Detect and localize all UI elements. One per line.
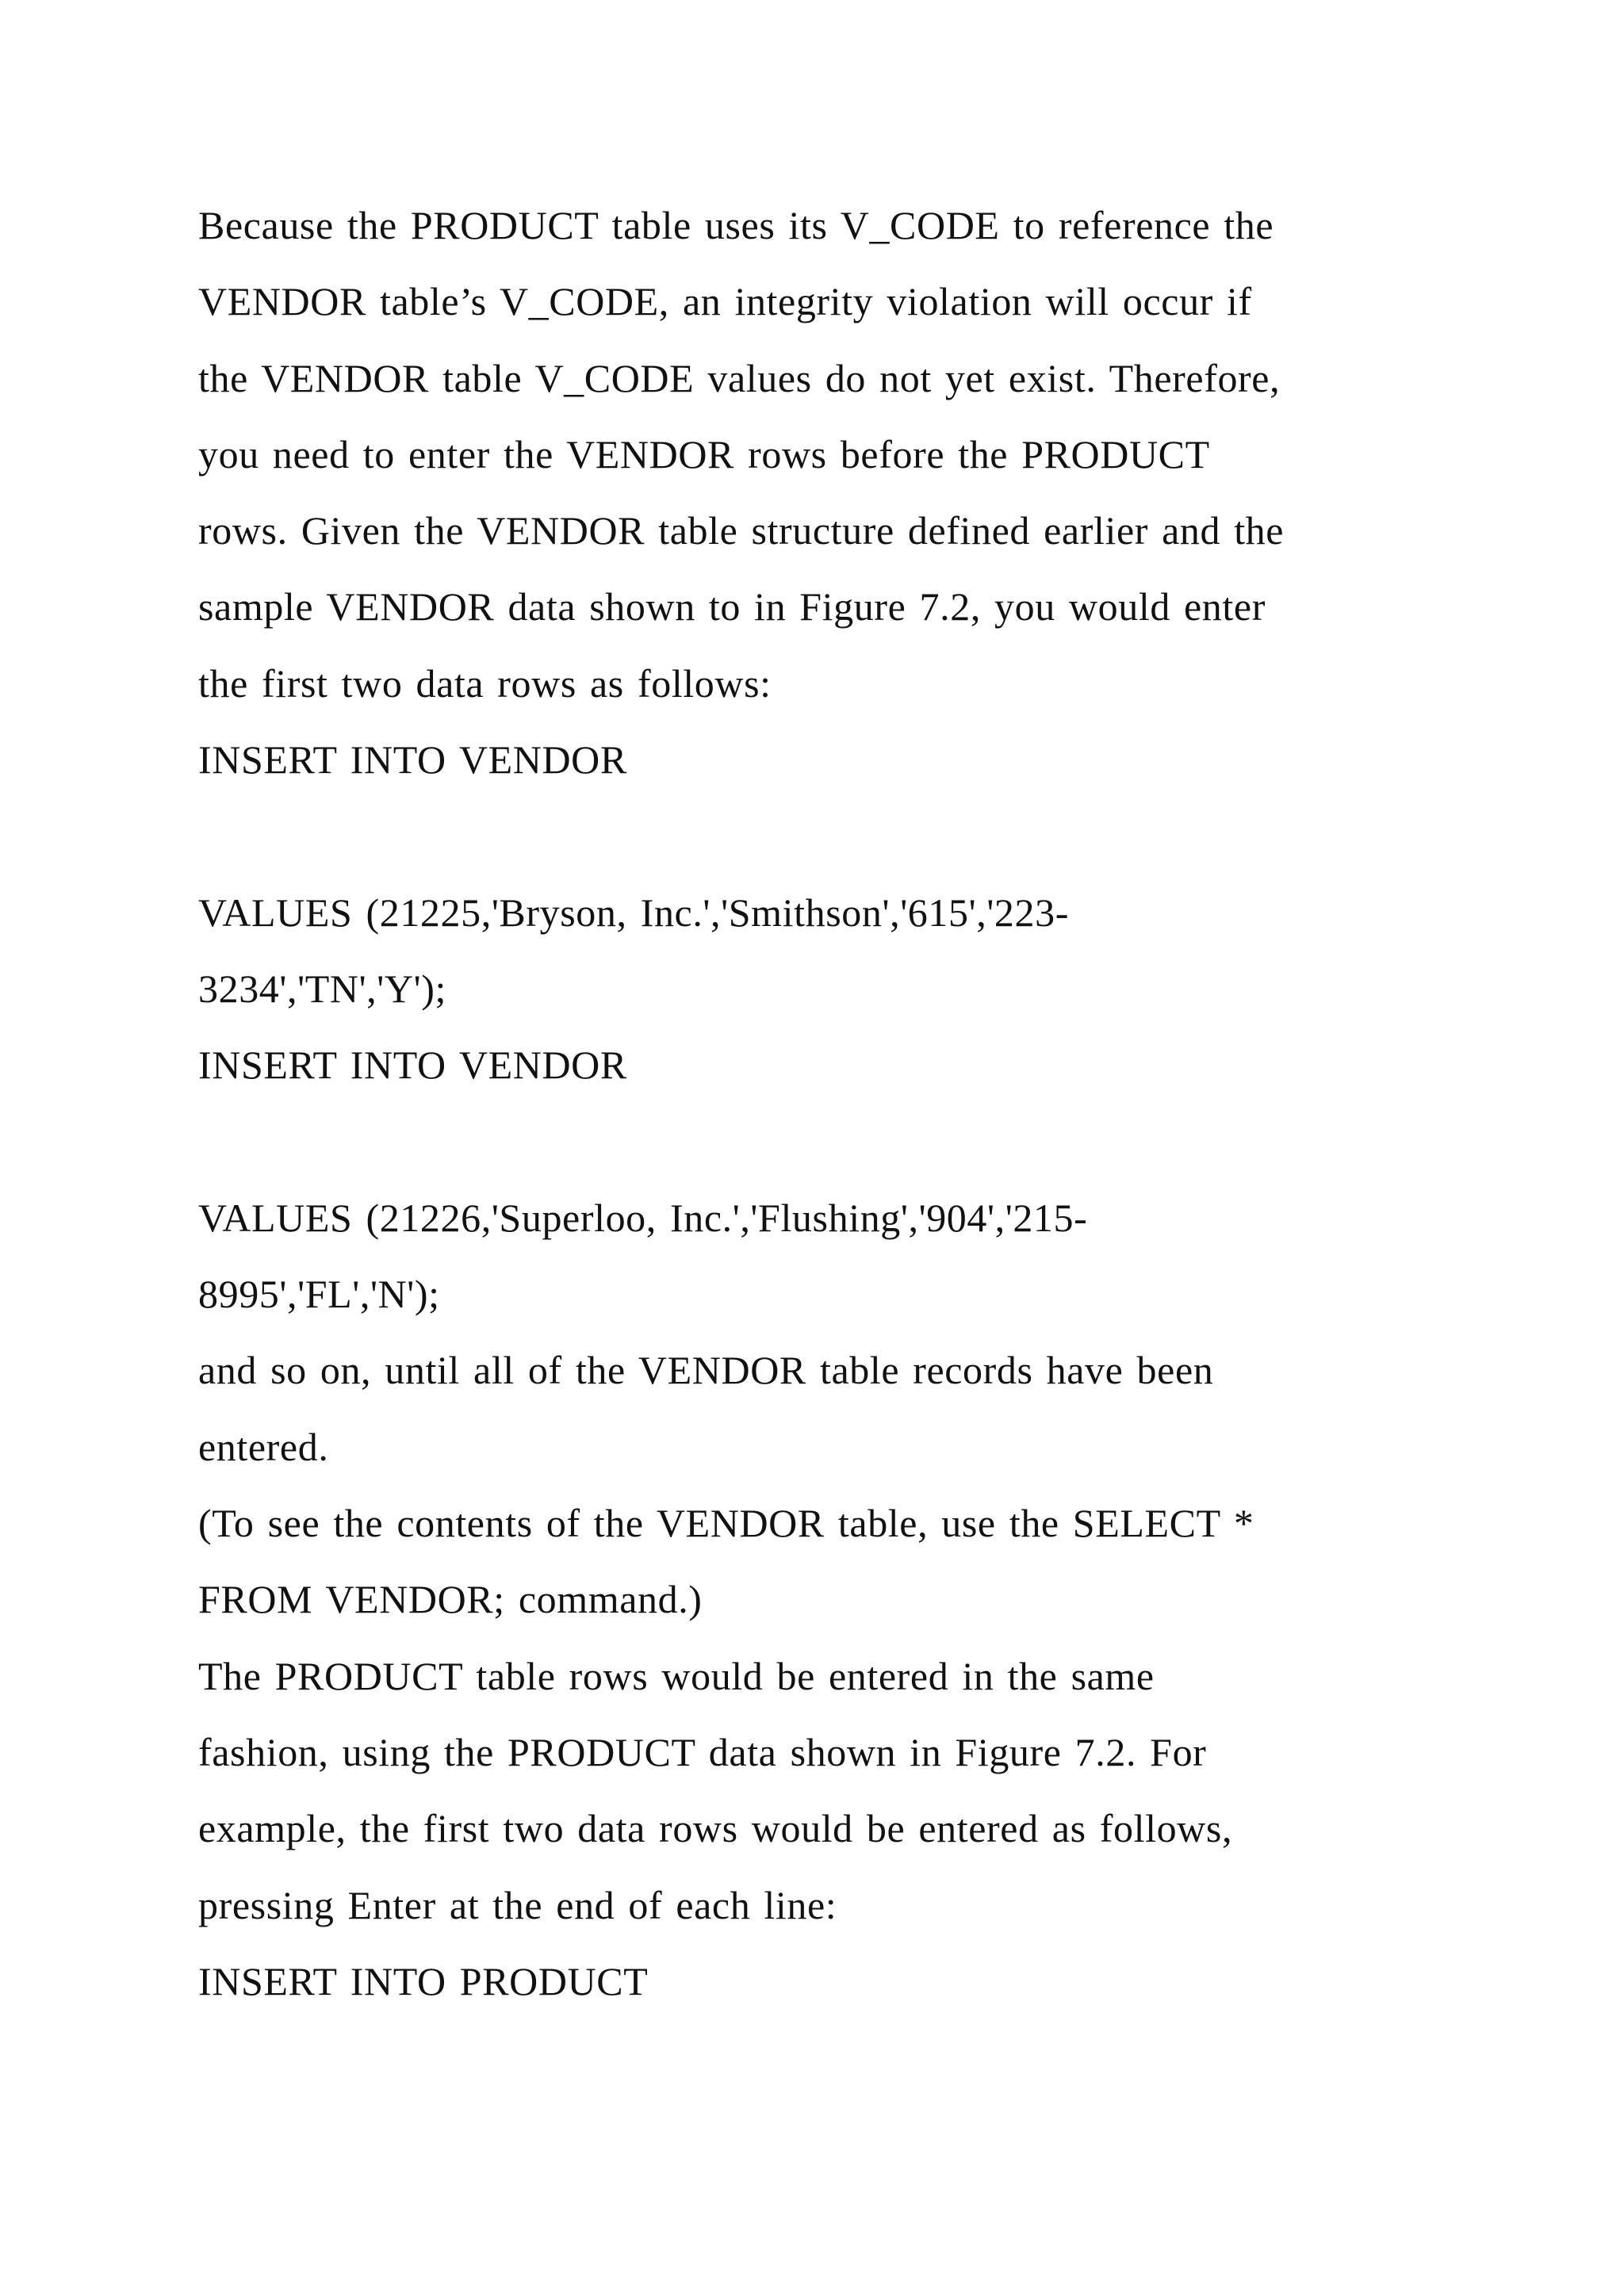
paragraph-line: Because the PRODUCT table uses its V_CODE to reference the — [198, 203, 1274, 247]
paragraph-line: VENDOR table’s V_CODE, an integrity violation will occur if — [198, 279, 1252, 324]
paragraph-line: sample VENDOR data shown to in Figure 7.2, you would enter — [198, 584, 1266, 629]
paragraph-line: rows. Given the VENDOR table structure defined earlier and the — [198, 508, 1285, 553]
sql-line: VALUES (21225,'Bryson, Inc.','Smithson','615','223- — [198, 890, 1069, 935]
paragraph-line: The PRODUCT table rows would be entered in the same — [198, 1653, 1155, 1698]
blank-line — [198, 798, 1467, 874]
paragraph-line: the first two data rows as follows: — [198, 660, 772, 706]
paragraph-line: pressing Enter at the end of each line: — [198, 1882, 837, 1927]
sql-line: INSERT INTO VENDOR — [198, 1043, 627, 1088]
blank-line — [198, 1104, 1467, 1180]
body-text — [198, 187, 1467, 2019]
paragraph-line: the VENDOR table V_CODE values do not yet exist. Therefore, — [198, 355, 1281, 400]
sql-line: 8995','FL','N'); — [198, 1272, 440, 1317]
paragraph-line: fashion, using the PRODUCT data shown in Figure 7.2. For — [198, 1729, 1207, 1774]
sql-line: 3234','TN','Y'); — [198, 966, 446, 1011]
sql-line: VALUES (21226,'Superloo, Inc.','Flushing','904','215- — [198, 1195, 1088, 1240]
paragraph-line: entered. — [198, 1424, 329, 1469]
sql-line: INSERT INTO PRODUCT — [198, 1958, 649, 2003]
paragraph-line: FROM VENDOR; command.) — [198, 1577, 703, 1622]
paragraph-line: example, the first two data rows would be entered as follows, — [198, 1806, 1233, 1851]
paragraph-line: (To see the contents of the VENDOR table, use the SELECT * — [198, 1501, 1254, 1546]
paragraph-line: and so on, until all of the VENDOR table records have been — [198, 1348, 1214, 1393]
sql-line: INSERT INTO VENDOR — [198, 737, 627, 783]
paragraph-line: you need to enter the VENDOR rows before the PRODUCT — [198, 431, 1210, 476]
